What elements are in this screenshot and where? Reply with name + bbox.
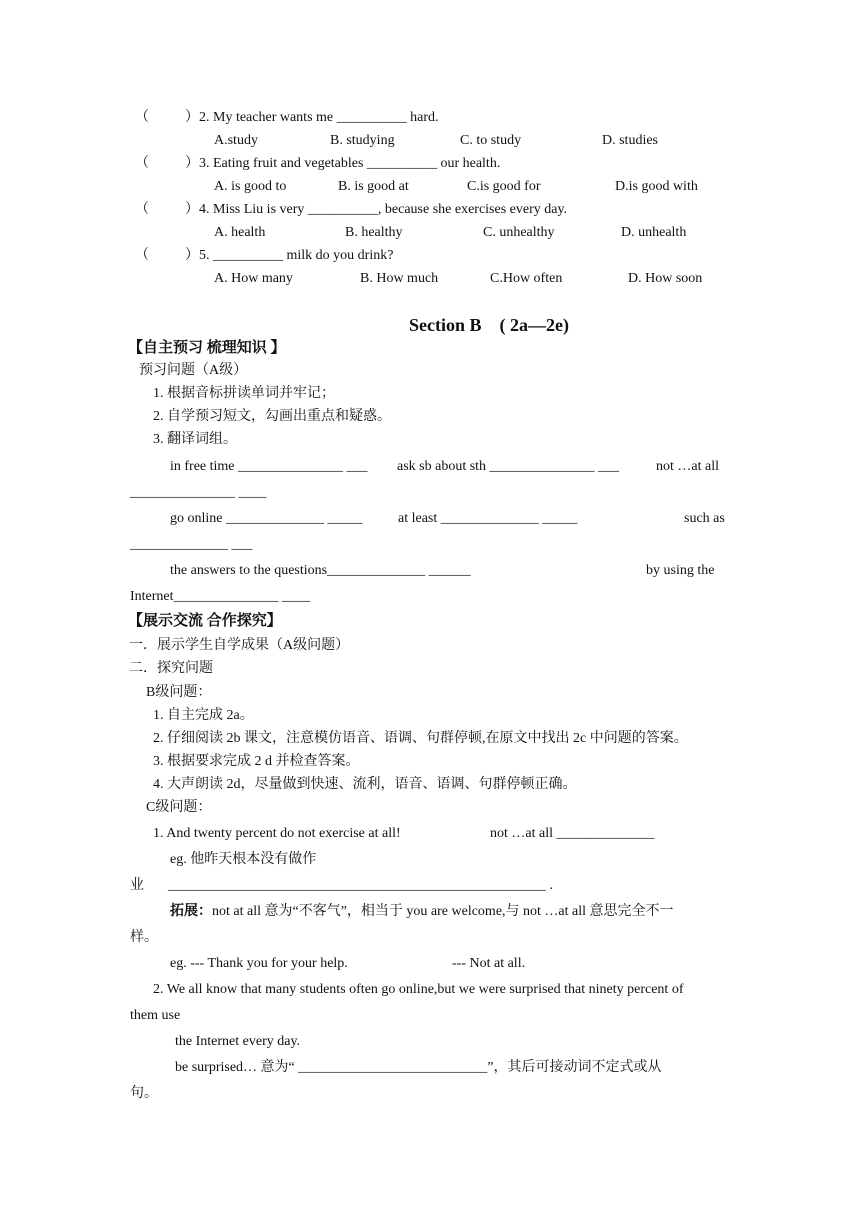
answer-paren-close: ） (185, 156, 199, 171)
option-c: C. to study (460, 133, 522, 148)
c-item-2: 2. We all know that many students often go online,but we were surprised that ninety percent of (153, 982, 684, 997)
phrase-not-at-all[interactable]: not …at all (656, 459, 719, 474)
option-d: D. unhealth (621, 225, 687, 240)
option-b: B. How much (360, 271, 439, 286)
option-a: A. How many (214, 271, 293, 286)
option-a: A. health (214, 225, 266, 240)
answer-paren-close: ） (185, 110, 199, 125)
answer-paren-close: ） (185, 202, 199, 217)
phrase-blank-line[interactable]: ______________ ___ (130, 537, 253, 552)
option-c: C.is good for (467, 179, 541, 194)
option-b: B. is good at (338, 179, 409, 194)
answer-paren-open[interactable]: （ (135, 156, 149, 171)
question-text: 3. Eating fruit and vegetables __________ our health. (199, 156, 501, 171)
answer-paren-open[interactable]: （ (135, 248, 149, 263)
option-b: B. studying (330, 133, 395, 148)
question-text: 5. __________ milk do you drink? (199, 248, 394, 263)
c-level-label: C级问题： (146, 800, 212, 815)
phrase-by-using[interactable]: by using the (646, 563, 715, 578)
option-a: A.study (214, 133, 258, 148)
example-1: eg. 他昨天根本没有做作 (170, 852, 317, 867)
b-item-4: 4. 大声朗读 2d，尽量做到快速、流利，语音、语调、句群停顿正确。 (153, 777, 577, 792)
question-text: 4. Miss Liu is very __________, because she exercises every day. (199, 202, 568, 217)
option-c: C. unhealthy (483, 225, 555, 240)
option-d: D. How soon (628, 271, 703, 286)
b-item-2: 2. 仔细阅读 2b 课文，注意模仿语音、语调、句群停顿,在原文中找出 2c 中问题的答案。 (153, 731, 688, 746)
option-a: A. is good to (214, 179, 287, 194)
phrase-internet-blank[interactable]: Internet_______________ ____ (130, 589, 311, 604)
phrase-ask-about[interactable]: ask sb about sth _______________ ___ (397, 459, 620, 474)
explore-line-2: 二．探究问题 (129, 661, 213, 676)
extension-wrap: 样。 (130, 930, 158, 945)
example-1-blank[interactable]: ______________________________________________________ . (168, 878, 553, 893)
c-item-2-wrap: them use (130, 1008, 181, 1023)
extension-text: not at all 意为“不客气”，相当于 you are welcome,与 not …at all 意思完全不一 (212, 904, 674, 919)
example-2-answer: --- Not at all. (452, 956, 526, 971)
option-b: B. healthy (345, 225, 403, 240)
preview-item-1: 1. 根据音标拼读单词并牢记； (153, 386, 335, 401)
preview-item-2: 2. 自学预习短文，勾画出重点和疑惑。 (153, 409, 391, 424)
surprised-note[interactable]: be surprised… 意为“ ___________________________”，其后可接动词不定式或从 (175, 1060, 662, 1075)
extension-line (170, 903, 674, 921)
example-2-question: eg. --- Thank you for your help. (170, 956, 348, 971)
phrase-at-least[interactable]: at least ______________ _____ (398, 511, 578, 526)
b-item-1: 1. 自主完成 2a。 (153, 708, 254, 723)
phrase-blank-line[interactable]: _______________ ____ (130, 485, 267, 500)
explore-heading: 【展示交流 合作探究】 (128, 613, 282, 629)
preview-subheading: 预习问题（A级） (139, 363, 248, 378)
answer-paren-open[interactable]: （ (135, 202, 149, 217)
phrase-go-online[interactable]: go online ______________ _____ (170, 511, 363, 526)
c-item-1: 1. And twenty percent do not exercise at all! (153, 826, 401, 841)
option-d: D.is good with (615, 179, 698, 194)
b-level-label: B级问题： (146, 685, 212, 700)
b-item-3: 3. 根据要求完成 2 d 并检查答案。 (153, 754, 360, 769)
example-1-wrap: 业 (130, 878, 144, 893)
section-title: Section B ( 2a—2e) (409, 315, 569, 335)
answer-paren-open[interactable]: （ (135, 110, 149, 125)
extension-label: 拓展： (170, 904, 212, 919)
option-c: C.How often (490, 271, 563, 286)
preview-item-3: 3. 翻译词组。 (153, 432, 237, 447)
preview-heading: 【自主预习 梳理知识 】 (128, 340, 286, 356)
question-text: 2. My teacher wants me __________ hard. (199, 110, 439, 125)
phrase-such-as[interactable]: such as (684, 511, 725, 526)
c-item-2-cont: the Internet every day. (175, 1034, 301, 1049)
surprised-note-wrap: 句。 (130, 1086, 158, 1101)
c-item-1-blank[interactable]: not …at all ______________ (490, 826, 655, 841)
phrase-answers-to-questions[interactable]: the answers to the questions______________ ______ (170, 563, 471, 578)
answer-paren-close: ） (185, 248, 199, 263)
option-d: D. studies (602, 133, 658, 148)
explore-line-1: 一．展示学生自学成果（A级问题） (129, 638, 350, 653)
phrase-free-time[interactable]: in free time _______________ ___ (170, 459, 368, 474)
